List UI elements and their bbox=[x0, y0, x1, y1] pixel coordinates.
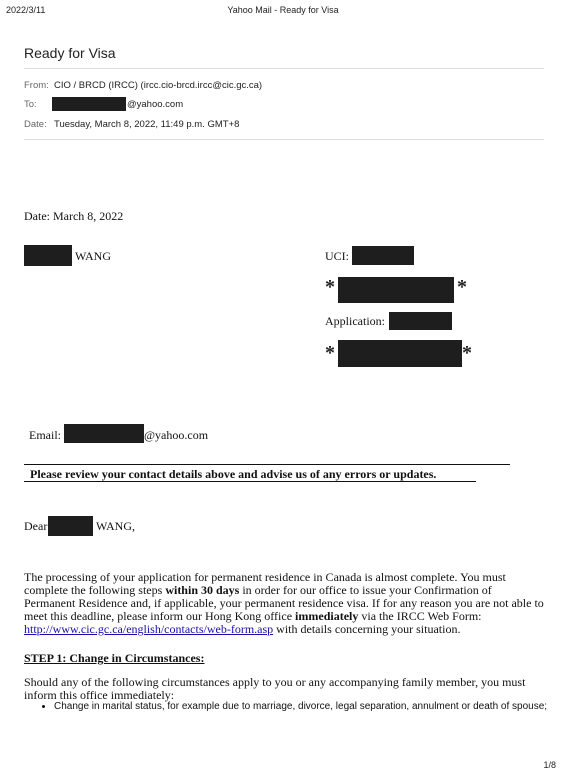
uci-label: UCI: bbox=[325, 249, 349, 263]
to-domain[interactable]: @yahoo.com bbox=[127, 99, 184, 110]
step1-heading: STEP 1: Change in Circumstances: bbox=[24, 651, 205, 665]
asterisk-right-2: * bbox=[462, 342, 472, 364]
para1-text-e: via the IRCC Web Form: bbox=[358, 609, 482, 623]
redacted-given-name bbox=[24, 245, 72, 266]
asterisk-right-1: * bbox=[457, 276, 467, 298]
salutation: Dear bbox=[24, 519, 48, 533]
para1-bold-immediately: immediately bbox=[295, 609, 359, 623]
asterisk-left-1: * bbox=[325, 276, 335, 298]
to-label: To: bbox=[24, 99, 37, 110]
circumstances-list bbox=[40, 701, 554, 712]
print-window-title: Yahoo Mail - Ready for Visa bbox=[227, 5, 339, 15]
para1-text-a: The processing of your application for permanent residence in Canada is almost complete. You must complete the following steps bbox=[24, 570, 506, 597]
para1-text-c: in order for our office to issue your Confirmation of Permanent Residence and, if applicable, your permanent residence visa. If for any reason you are not able to meet this deadline, please inform our Hong Kong office bbox=[24, 583, 544, 623]
paragraph-circumstances: Should any of the following circumstances apply to you or any accompanying family member, you must inform this office immediately: bbox=[24, 675, 526, 702]
email-label: Email: bbox=[29, 428, 61, 442]
notice-underline bbox=[24, 481, 476, 482]
from-value[interactable]: CIO / BRCD (IRCC) (ircc.cio-brcd.ircc@cic.gc.ca) bbox=[54, 80, 263, 91]
header-divider-bottom bbox=[24, 139, 544, 140]
redacted-to-address bbox=[52, 97, 126, 111]
from-label: From: bbox=[24, 80, 49, 91]
email-domain: @yahoo.com bbox=[144, 428, 209, 442]
redacted-email-local-part bbox=[64, 424, 144, 443]
email-subject: Ready for Visa bbox=[24, 45, 116, 61]
para1-bold-deadline: within 30 days bbox=[165, 583, 240, 597]
print-date: 2022/3/11 bbox=[6, 5, 46, 15]
date-label: Date: bbox=[24, 119, 47, 130]
web-form-link[interactable]: http://www.cic.gc.ca/english/contacts/web-form.asp bbox=[24, 622, 274, 636]
redacted-barcode-2 bbox=[338, 340, 462, 367]
applicant-surname: WANG bbox=[75, 249, 111, 263]
page-number: 1/8 bbox=[543, 760, 556, 770]
salutation-surname: WANG, bbox=[96, 519, 135, 533]
asterisk-left-2: * bbox=[325, 342, 335, 364]
header-divider-top bbox=[24, 68, 544, 69]
notice-text: Please review your contact details above and advise us of any errors or updates. bbox=[30, 467, 437, 481]
redacted-salutation-name bbox=[48, 516, 93, 536]
para1-text-f: with details concerning your situation. bbox=[273, 622, 461, 636]
paragraph-processing bbox=[24, 571, 544, 636]
letter-date: Date: March 8, 2022 bbox=[24, 209, 124, 223]
redacted-uci bbox=[352, 246, 414, 265]
date-value: Tuesday, March 8, 2022, 11:49 p.m. GMT+8 bbox=[54, 119, 240, 130]
redacted-application-number bbox=[389, 312, 452, 330]
list-item: • Change in marital status, for example due to marriage, divorce, legal separation, annulment or death of spouse; bbox=[54, 701, 554, 712]
application-label: Application: bbox=[325, 314, 385, 328]
redacted-barcode-1 bbox=[338, 277, 454, 303]
